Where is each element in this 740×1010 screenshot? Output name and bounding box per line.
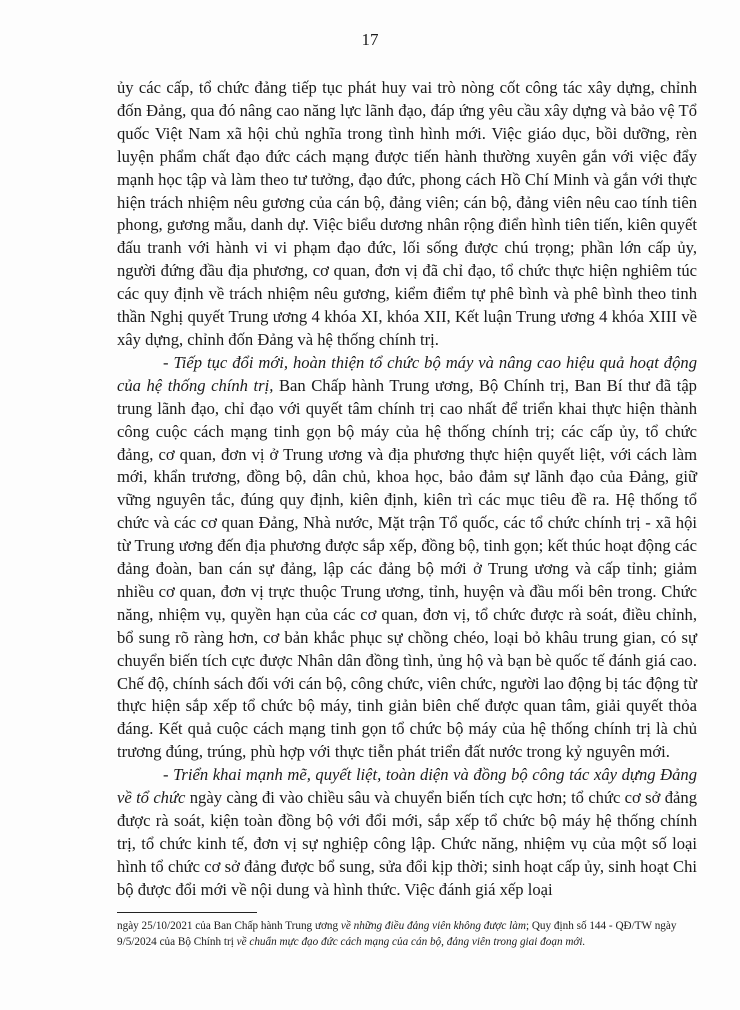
body-paragraph [117, 77, 697, 352]
footnote-italic-run: về những điều đảng viên không được làm [340, 920, 526, 932]
italic-heading-run: - Triển khai mạnh mẽ, quyết liệt, toàn diện và đồng bộ công tác xây dựng Đảng về tổ chức [117, 765, 697, 808]
footnote [117, 918, 697, 950]
body-paragraph [117, 764, 697, 901]
footnote-run: ; Quy định số 144 - QĐ/TW ngày 9/5/2024 của Bộ Chính trị [117, 920, 677, 948]
footnote-paragraph [117, 918, 697, 950]
footnote-italic-run: về chuẩn mực đạo đức cách mạng của cán bộ, đảng viên trong giai đoạn mới. [236, 936, 586, 948]
text-run: ngày càng đi vào chiều sâu và chuyển biến tích cực hơn; tổ chức cơ sở đảng được rà soát, kiện toàn đồng bộ với đổi mới, sắp xếp tổ chức bộ máy hệ thống chính trị, tổ chức kinh tế, đơn vị sự nghiệp công lập. Chức năng, nhiệm vụ của một số loại hình tổ chức cơ sở đảng được bổ sung, sửa đổi kịp thời; sinh hoạt cấp ủy, sinh hoạt Chi bộ được đổi mới về nội dung và hình thức. Việc đánh giá xếp loại [117, 788, 697, 899]
footnote-divider [117, 912, 257, 913]
body-text [117, 77, 697, 902]
body-paragraph [117, 352, 697, 764]
page-number: 17 [361, 30, 379, 49]
text-run: ủy các cấp, tổ chức đảng tiếp tục phát huy vai trò nòng cốt công tác xây dựng, chỉnh đốn Đảng, qua đó nâng cao năng lực lãnh đạo, đáp ứng yêu cầu xây dựng và bảo vệ Tổ quốc Việt Nam xã hội chủ nghĩa trong tình hình mới. Việc giáo dục, bồi dưỡng, rèn luyện phẩm chất đạo đức cách mạng được tiến hành thường xuyên gắn với việc đẩy mạnh học tập và làm theo tư tưởng, đạo đức, phong cách Hồ Chí Minh và gắn với thực hiện trách nhiệm nêu gương của cán bộ, đảng viên; cán bộ, đảng viên nêu cao tính tiên phong, gương mẫu, danh dự. Việc biểu dương nhân rộng điển hình tiên tiến, kiên quyết đấu tranh với hành vi vi phạm đạo đức, lối sống được chú trọng; phần lớn cấp ủy, người đứng đầu địa phương, cơ quan, đơn vị đã chỉ đạo, tổ chức thực hiện nghiêm túc các quy định về trách nhiệm nêu gương, kiểm điểm tự phê bình và phê bình theo tinh thần Nghị quyết Trung ương 4 khóa XI, khóa XII, Kết luận Trung ương 4 khóa XIII về xây dựng, chỉnh đốn Đảng và hệ thống chính trị. [117, 78, 697, 349]
footnote-run: ngày 25/10/2021 của Ban Chấp hành Trung ương [117, 920, 341, 932]
italic-heading-run: - Tiếp tục đổi mới, hoàn thiện tổ chức bộ máy và nâng cao hiệu quả hoạt động của hệ thống chính trị, [117, 352, 697, 395]
text-run: Ban Chấp hành Trung ương, Bộ Chính trị, Ban Bí thư đã tập trung lãnh đạo, chỉ đạo với quyết tâm chính trị cao nhất để triển khai thực hiện thành công cuộc cách mạng tinh gọn bộ máy của hệ thống chính trị; các cấp ủy, tổ chức đảng, cơ quan, đơn vị ở Trung ương và địa phương thực hiện quyết liệt, với cách làm mới, khẩn trương, đồng bộ, dân chủ, khoa học, bảo đảm sự lãnh đạo của Đảng, giữ vững nguyên tắc, đúng quy định, kiên định, kiên trì các mục tiêu đề ra. Hệ thống tổ chức và các cơ quan Đảng, Nhà nước, Mặt trận Tổ quốc, các tổ chức chính trị - xã hội từ Trung ương đến địa phương được sắp xếp, đồng bộ, tinh gọn; kết thúc hoạt động các đảng đoàn, ban cán sự đảng, lập các đảng bộ mới ở Trung ương và cấp tỉnh; giảm nhiều cơ quan, đơn vị trực thuộc Trung ương, tỉnh, huyện và đầu mối bên trong. Chức năng, nhiệm vụ, quyền hạn của các cơ quan, đơn vị, tổ chức được rà soát, điều chỉnh, bổ sung rõ ràng hơn, cơ bản khắc phục sự chồng chéo, loại bỏ khâu trung gian, có sự chuyển biến tích cực được Nhân dân đồng tình, ủng hộ và bạn bè quốc tế đánh giá cao. Chế độ, chính sách đối với cán bộ, công chức, viên chức, người lao động bị tác động từ thực hiện sắp xếp tổ chức bộ máy, tinh giản biên chế được quan tâm, giải quyết thỏa đáng. Kết quả cuộc cách mạng tinh gọn tổ chức bộ máy của hệ thống chính trị là chủ trương đúng, trúng, phù hợp với thực tiễn phát triển đất nước trong kỷ nguyên mới. [117, 375, 697, 762]
